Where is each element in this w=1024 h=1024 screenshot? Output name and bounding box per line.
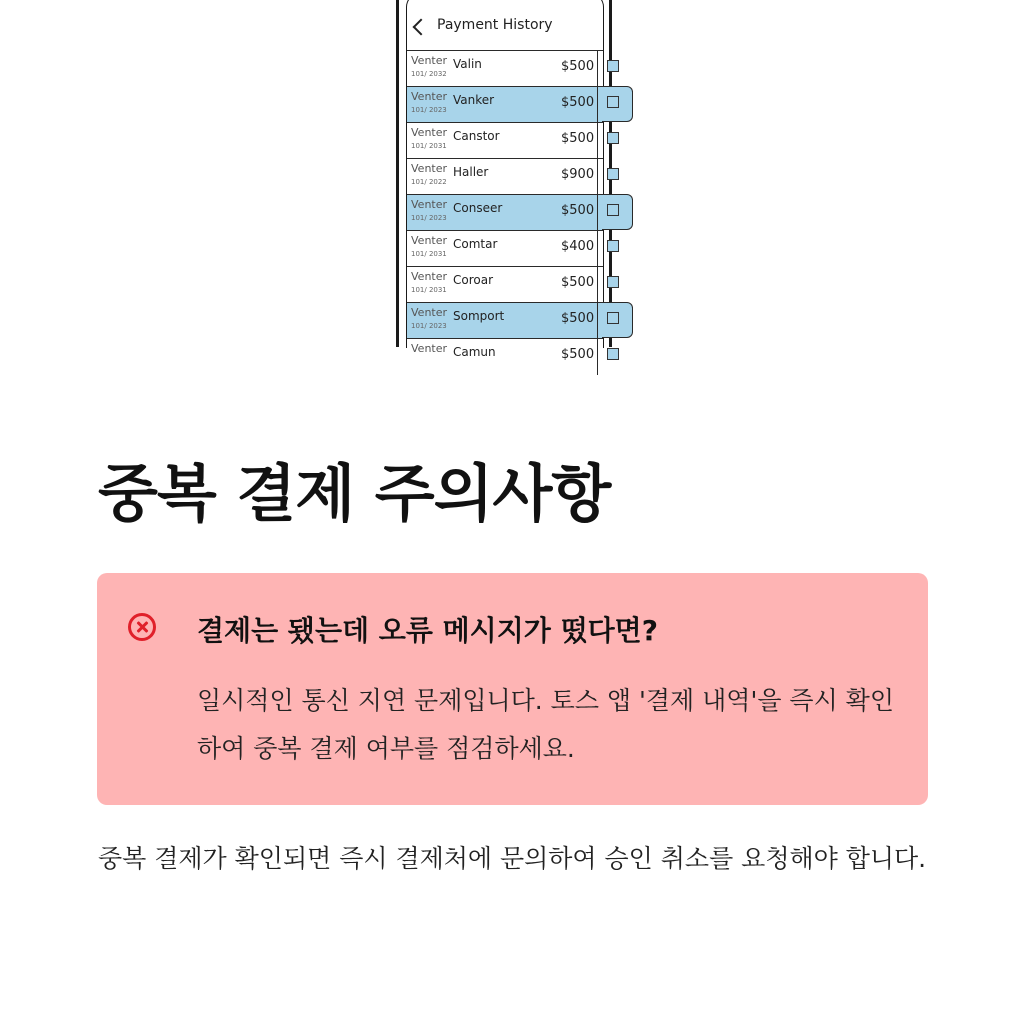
row-checkbox[interactable] xyxy=(607,60,619,72)
row-date: 101/ 2031 xyxy=(411,286,447,294)
payment-row[interactable] xyxy=(407,50,603,86)
row-checkbox[interactable] xyxy=(607,276,619,288)
row-divider xyxy=(597,195,598,231)
row-amount: $500 xyxy=(561,203,595,218)
phone-title: Payment History xyxy=(437,17,553,33)
row-checkbox[interactable] xyxy=(607,132,619,144)
row-amount: $500 xyxy=(561,59,595,74)
row-checkbox[interactable] xyxy=(607,312,619,324)
back-arrow-icon xyxy=(413,19,430,36)
payment-row[interactable] xyxy=(407,122,603,158)
row-divider xyxy=(597,87,598,123)
row-name: Vanker xyxy=(453,93,495,107)
row-divider xyxy=(597,159,598,195)
row-label: Venter xyxy=(411,342,448,355)
row-checkbox[interactable] xyxy=(607,240,619,252)
row-amount: $500 xyxy=(561,95,595,110)
row-date: 101/ 2023 xyxy=(411,214,447,222)
row-divider xyxy=(597,339,598,375)
row-amount: $900 xyxy=(561,167,595,182)
row-name: Camun xyxy=(453,345,496,359)
payment-row[interactable] xyxy=(407,86,603,122)
row-amount: $400 xyxy=(561,239,595,254)
row-name: Conseer xyxy=(453,201,503,215)
row-checkbox[interactable] xyxy=(607,96,619,108)
footer-text: 중복 결제가 확인되면 즉시 결제처에 문의하여 승인 취소를 요청해야 합니다. xyxy=(98,844,927,873)
payment-row[interactable] xyxy=(407,158,603,194)
row-divider xyxy=(597,231,598,267)
row-label: Venter xyxy=(411,54,448,67)
payment-row[interactable] xyxy=(407,230,603,266)
row-name: Coroar xyxy=(453,273,494,287)
row-name: Comtar xyxy=(453,237,498,251)
payment-row[interactable] xyxy=(407,302,603,338)
row-name: Haller xyxy=(453,165,489,179)
row-name: Somport xyxy=(453,309,505,323)
row-label: Venter xyxy=(411,162,448,175)
row-divider xyxy=(597,303,598,339)
row-checkbox[interactable] xyxy=(607,168,619,180)
row-divider xyxy=(597,51,598,87)
row-checkbox[interactable] xyxy=(607,204,619,216)
row-label: Venter xyxy=(411,126,448,139)
phone-illustration xyxy=(396,0,612,362)
payment-row[interactable] xyxy=(407,338,603,374)
row-date: 101/ 2031 xyxy=(411,250,447,258)
row-amount: $500 xyxy=(561,275,595,290)
row-date: 101/ 2031 xyxy=(411,142,447,150)
payment-list xyxy=(407,50,603,374)
row-label: Venter xyxy=(411,270,448,283)
alert-card xyxy=(97,573,928,805)
row-amount: $500 xyxy=(561,311,595,326)
row-label: Venter xyxy=(411,90,448,103)
alert-body: 일시적인 통신 지연 문제입니다. 토스 앱 '결제 내역'을 즉시 확인하여 중복 결제 여부를 점검하세요. xyxy=(197,686,894,763)
row-amount: $500 xyxy=(561,131,595,146)
payment-row[interactable] xyxy=(407,194,603,230)
phone-header xyxy=(407,16,603,44)
row-checkbox[interactable] xyxy=(607,348,619,360)
alert-title: 결제는 됐는데 오류 메시지가 떴다면? xyxy=(197,614,658,647)
row-label: Venter xyxy=(411,198,448,211)
row-divider xyxy=(597,267,598,303)
row-amount: $500 xyxy=(561,347,595,362)
row-name: Valin xyxy=(453,57,482,71)
payment-row[interactable] xyxy=(407,266,603,302)
error-circle-x-icon xyxy=(128,613,156,641)
row-name: Canstor xyxy=(453,129,500,143)
row-date: 101/ 2032 xyxy=(411,70,447,78)
phone-screen xyxy=(406,0,604,362)
row-label: Venter xyxy=(411,234,448,247)
row-label: Venter xyxy=(411,306,448,319)
row-date: 101/ 2023 xyxy=(411,106,447,114)
row-divider xyxy=(597,123,598,159)
row-date: 101/ 2022 xyxy=(411,178,447,186)
row-date: 101/ 2023 xyxy=(411,322,447,330)
page-title: 중복 결제 주의사항 xyxy=(98,457,611,530)
